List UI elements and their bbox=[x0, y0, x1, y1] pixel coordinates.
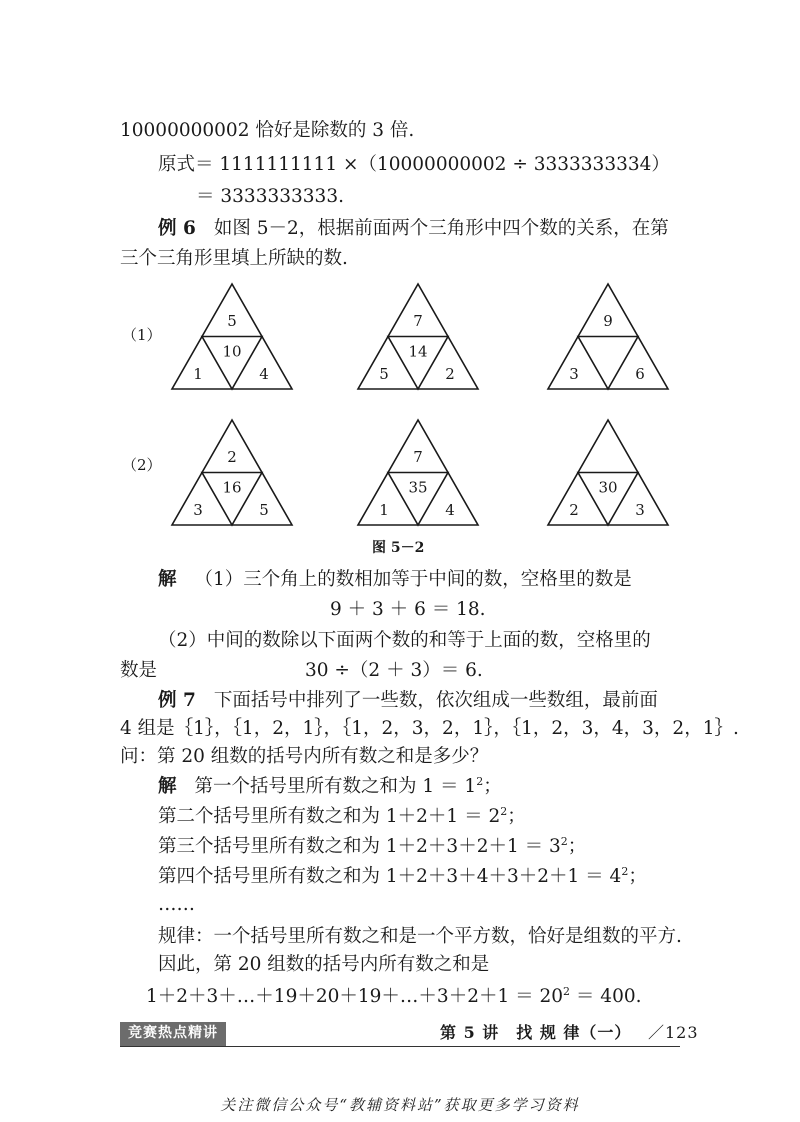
triangle-number-center: 10 bbox=[222, 342, 242, 361]
triangle-2-2 bbox=[358, 420, 478, 525]
triangle-number-left: 1 bbox=[193, 365, 203, 383]
triangle-number-center: 16 bbox=[222, 478, 242, 497]
triangle-number-left: 1 bbox=[379, 501, 389, 519]
semicolon: ； bbox=[483, 776, 502, 797]
solution-2-step-3: 第三个括号里所有数之和为 1＋2＋3＋2＋1 ＝ 3 bbox=[158, 836, 561, 857]
solution-2-label: 解 bbox=[158, 776, 177, 797]
solution-2-step-1: 第一个括号里所有数之和为 1 ＝ 1 bbox=[194, 776, 477, 797]
final-result: ＝ 400. bbox=[570, 986, 642, 1007]
solution-2-line-4 bbox=[158, 864, 647, 890]
final-formula bbox=[146, 984, 642, 1010]
text-line-2: 原式＝ 1111111111 ×（10000000002 ÷ 3333333334） bbox=[158, 154, 670, 175]
solution-1-part2-formula: 30 ÷（2 ＋ 3）＝ 6. bbox=[305, 660, 483, 681]
final-formula-main: 1＋2＋3＋…＋19＋20＋19＋…＋3＋2＋1 ＝ 20 bbox=[146, 986, 564, 1007]
example-6-text-2: 三个三角形里填上所缺的数. bbox=[120, 248, 348, 269]
triangle-2-1 bbox=[172, 420, 292, 525]
rule-text: 规律：一个括号里所有数之和是一个平方数，恰好是组数的平方. bbox=[158, 926, 682, 947]
chapter-title: 第 5 讲 找 规 律（一） bbox=[440, 1023, 632, 1042]
triangle-number-right: 6 bbox=[635, 365, 645, 383]
triangle-number-top: 7 bbox=[413, 448, 423, 466]
running-footer bbox=[440, 1020, 699, 1043]
inner-triangle bbox=[578, 337, 638, 390]
example-6-label: 例 6 bbox=[158, 218, 196, 239]
figure-caption: 图 5－2 bbox=[372, 540, 425, 556]
triangle-1-2 bbox=[358, 284, 478, 389]
watermark-text: 关注微信公众号“教辅资料站”获取更多学习资料 bbox=[220, 1096, 580, 1114]
semicolon: ； bbox=[567, 836, 587, 857]
ellipsis: …… bbox=[158, 894, 195, 915]
triangle-number-left: 2 bbox=[569, 501, 579, 519]
triangle-number-right: 4 bbox=[445, 501, 455, 519]
exponent: 2 bbox=[500, 804, 508, 818]
solution-1-formula: 9 ＋ 3 ＋ 6 ＝ 18. bbox=[330, 599, 486, 620]
solution-1-line bbox=[158, 567, 632, 593]
example-7-text-2: 4 组是｛1｝，｛1，2，1｝，｛1，2，3，2，1｝，｛1，2，3，4，3，2，1｝. bbox=[120, 718, 739, 739]
example-7-label: 例 7 bbox=[158, 690, 196, 711]
triangle-number-right: 2 bbox=[445, 365, 455, 383]
conclusion-text: 因此，第 20 组数的括号内所有数之和是 bbox=[158, 954, 490, 975]
solution-1-label: 解 bbox=[158, 569, 177, 590]
solution-2-step-2: 第二个括号里所有数之和为 1＋2＋1 ＝ 2 bbox=[158, 806, 501, 827]
triangle-number-center: 14 bbox=[408, 342, 428, 361]
triangle-number-right: 5 bbox=[259, 501, 269, 519]
triangle-number-right: 3 bbox=[635, 501, 645, 519]
solution-2-line-3 bbox=[158, 834, 586, 860]
exponent: 2 bbox=[563, 984, 571, 998]
triangle-2-3 bbox=[548, 420, 668, 525]
footer-divider bbox=[120, 1046, 680, 1047]
triangle-number-center: 30 bbox=[598, 478, 618, 497]
triangle-number-left: 3 bbox=[569, 365, 579, 383]
triangle-number-right: 4 bbox=[259, 365, 269, 383]
text-line-3: ＝ 3333333333. bbox=[196, 186, 344, 207]
triangle-1-1 bbox=[172, 284, 292, 389]
triangle-number-left: 5 bbox=[379, 365, 389, 383]
example-7-text-1: 下面括号中排列了一些数，依次组成一些数组，最前面 bbox=[213, 690, 658, 711]
triangle-figure bbox=[0, 0, 800, 560]
triangle-number-top: 2 bbox=[227, 448, 237, 466]
solution-2-line-2 bbox=[158, 804, 526, 830]
semicolon: ； bbox=[628, 866, 647, 887]
example-7-text-3: 问：第 20 组数的括号内所有数之和是多少？ bbox=[120, 746, 489, 767]
triangle-number-center: 35 bbox=[408, 478, 428, 497]
text-line-1: 10000000002 恰好是除数的 3 倍. bbox=[120, 120, 415, 141]
row-2-label: （2） bbox=[122, 456, 162, 474]
triangle-number-top: 9 bbox=[603, 312, 613, 330]
solution-1-text: （1）三个角上的数相加等于中间的数，空格里的数是 bbox=[194, 569, 632, 590]
solution-1-part2: （2）中间的数除以下面两个数的和等于上面的数，空格里的 bbox=[158, 630, 651, 651]
row-1-label: （1） bbox=[122, 326, 162, 344]
exponent: 2 bbox=[560, 834, 568, 848]
example-6-text: 如图 5－2，根据前面两个三角形中四个数的关系，在第 bbox=[213, 218, 669, 239]
exponent: 2 bbox=[476, 774, 484, 788]
semicolon: ； bbox=[507, 806, 526, 827]
triangle-number-top: 7 bbox=[413, 312, 423, 330]
triangle-number-top: 5 bbox=[227, 312, 237, 330]
solution-1-part2-lead: 数是 bbox=[120, 660, 158, 681]
triangle-1-3 bbox=[548, 284, 668, 389]
example-7-line bbox=[158, 688, 658, 714]
triangle-number-left: 3 bbox=[193, 501, 203, 519]
section-tag: 竞赛热点精讲 bbox=[120, 1022, 226, 1046]
exponent: 2 bbox=[621, 864, 629, 878]
page-number: ／123 bbox=[648, 1023, 699, 1042]
solution-2-line-1 bbox=[158, 774, 502, 800]
solution-2-step-4: 第四个括号里所有数之和为 1＋2＋3＋4＋3＋2＋1 ＝ 4 bbox=[158, 866, 622, 887]
